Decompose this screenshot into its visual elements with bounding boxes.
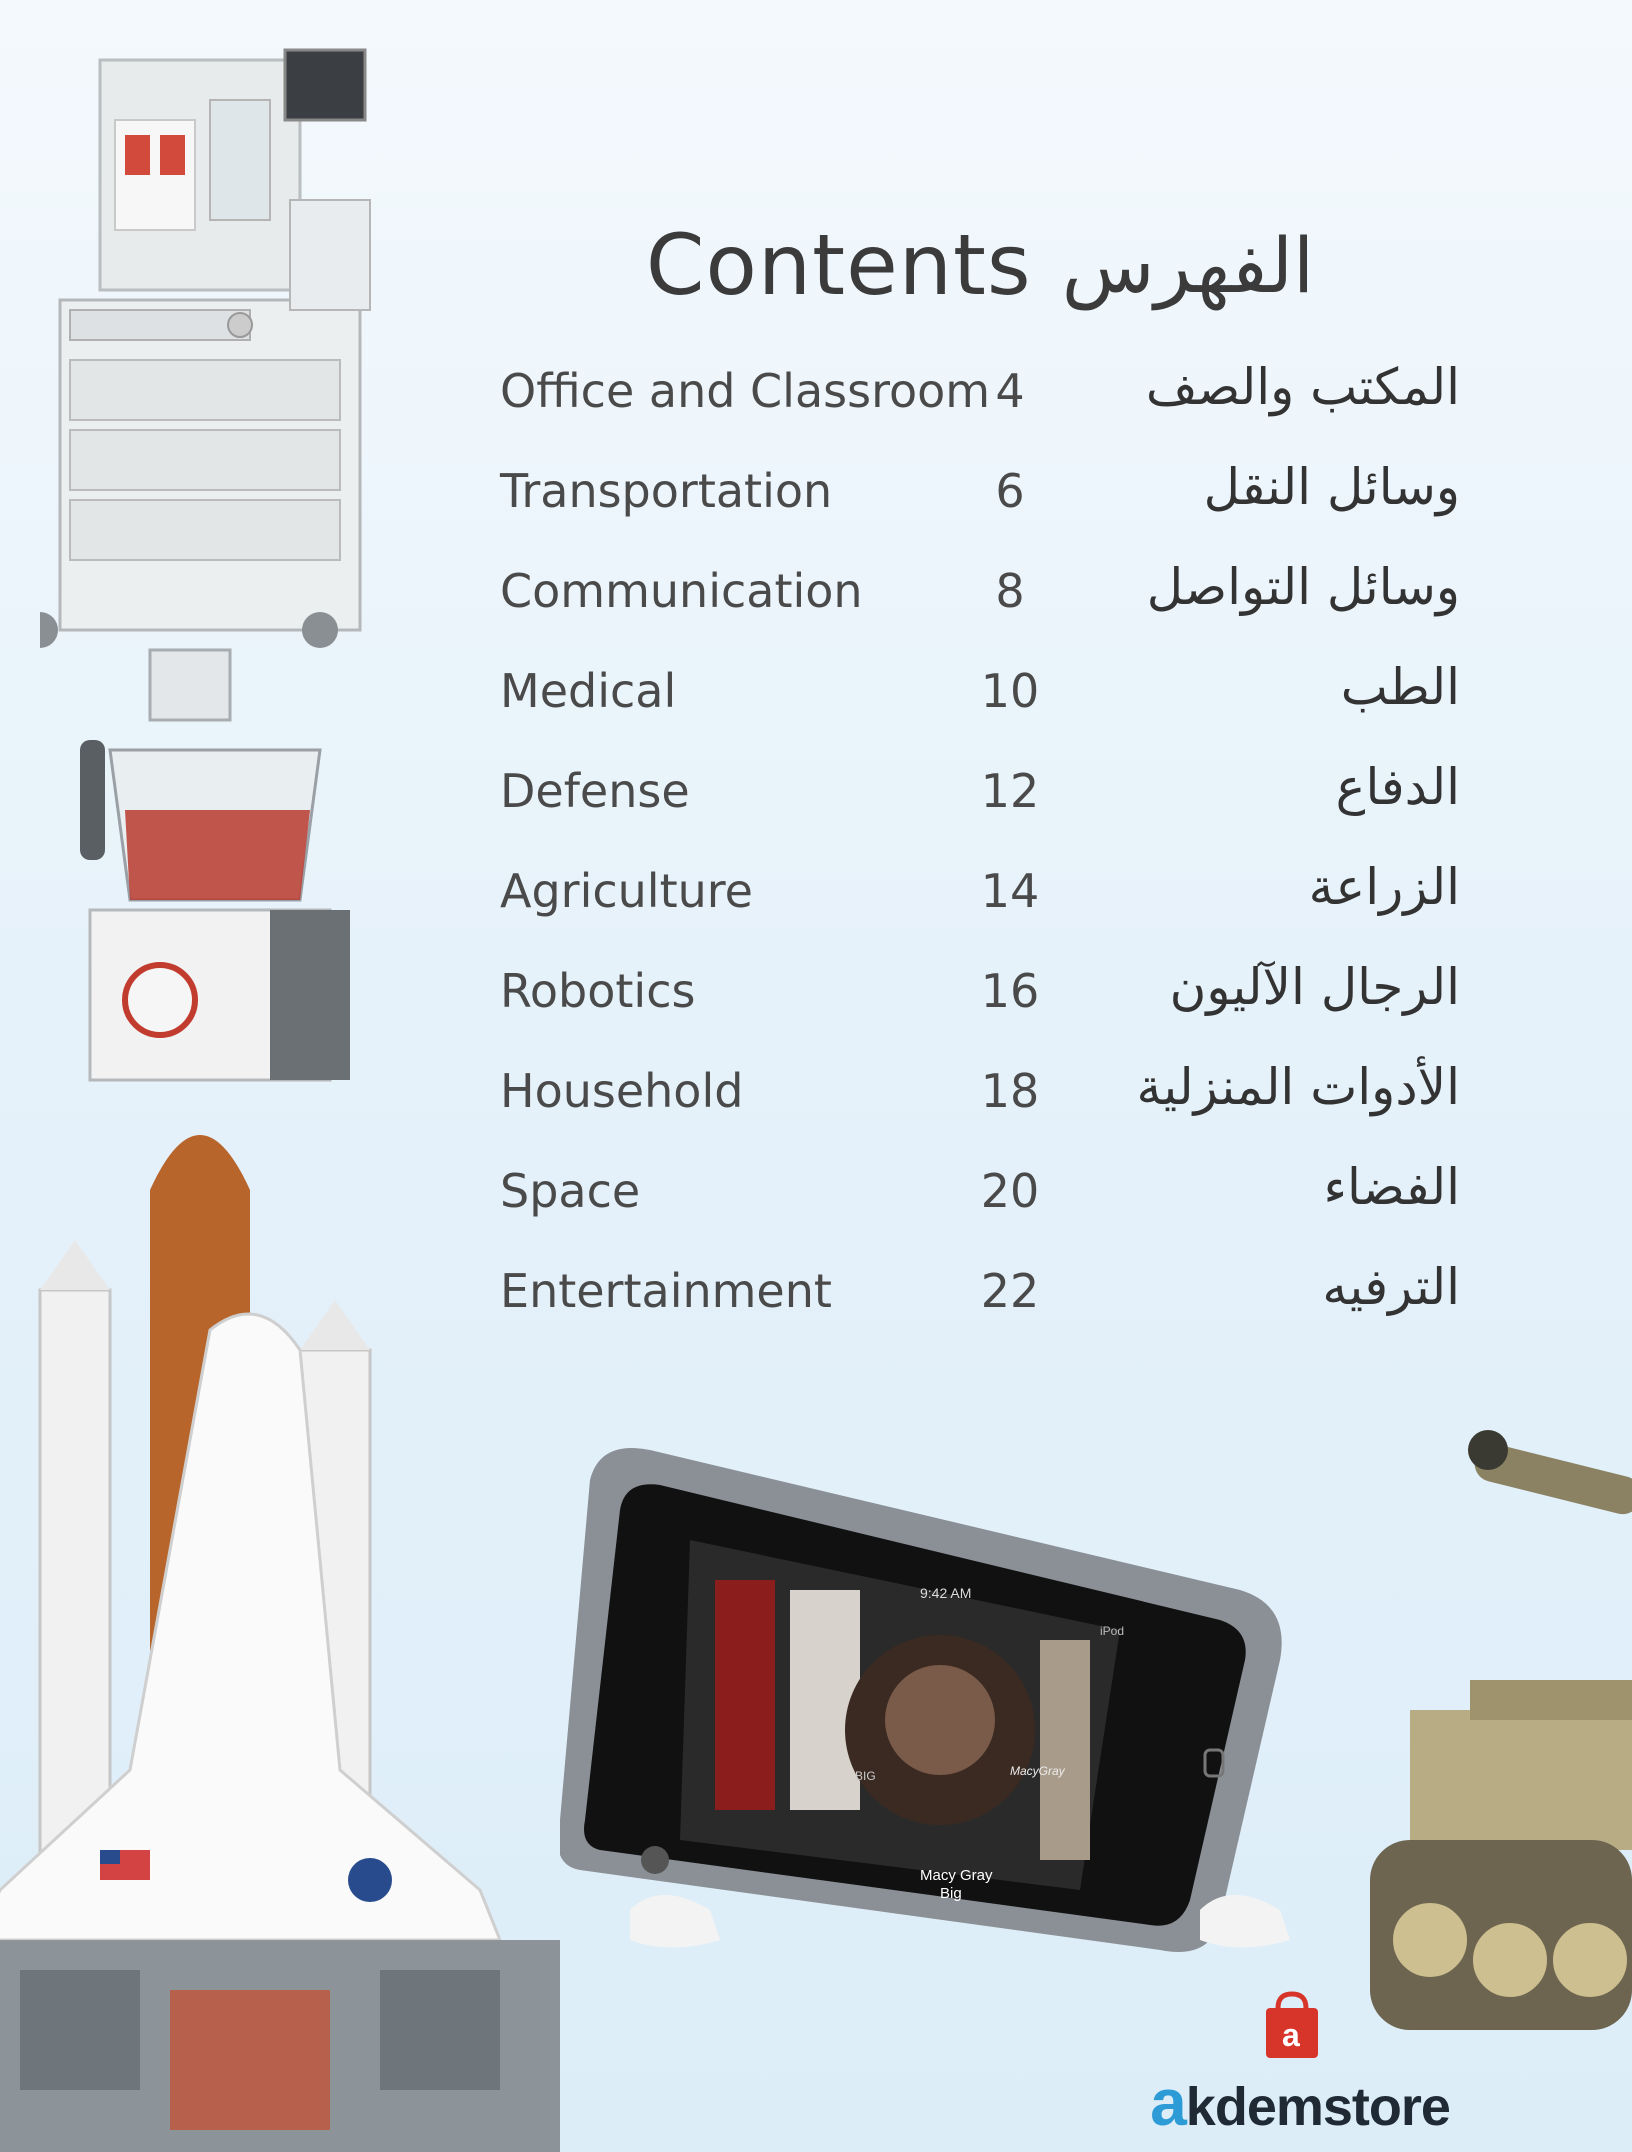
ipod-time-label: 9:42 AM xyxy=(920,1585,972,1601)
toc-row xyxy=(500,450,1460,550)
logo-wordmark-first: a xyxy=(1150,2065,1186,2139)
ipod-side-label: MacyGray xyxy=(1010,1764,1065,1778)
toc-row xyxy=(500,750,1460,850)
table-of-contents xyxy=(500,350,1460,1350)
info-icon xyxy=(641,1846,669,1874)
toc-row xyxy=(500,1150,1460,1250)
toc-entry-en: Household xyxy=(500,1064,744,1118)
toc-row xyxy=(500,950,1460,1050)
toc-row xyxy=(500,650,1460,750)
toc-entry-ar: المكتب والصف xyxy=(1145,358,1460,416)
toc-page-number: 4 xyxy=(995,364,1025,418)
toc-entry-en: Agriculture xyxy=(500,864,753,918)
toc-entry-ar: الترفيه xyxy=(1322,1258,1460,1316)
toc-page-number: 8 xyxy=(995,564,1025,618)
toc-page-number: 10 xyxy=(980,664,1040,718)
toc-entry-ar: الفضاء xyxy=(1323,1158,1460,1216)
akdemstore-logo xyxy=(1140,1990,1460,2140)
toc-entry-en: Office and Classroom xyxy=(500,364,991,418)
toc-page-number: 22 xyxy=(980,1264,1040,1318)
toc-page-number: 20 xyxy=(980,1164,1040,1218)
tank-illustration xyxy=(1370,1410,1632,2050)
title-arabic: الفهرس xyxy=(1061,220,1315,310)
ipod-illustration xyxy=(560,1440,1300,1960)
toc-entry-en: Entertainment xyxy=(500,1264,832,1318)
toc-entry-en: Communication xyxy=(500,564,863,618)
title-english: Contents xyxy=(645,216,1032,314)
toc-row xyxy=(500,1250,1460,1350)
medical-machine-illustration xyxy=(40,40,480,650)
toc-page-number: 16 xyxy=(980,964,1040,1018)
toc-entry-ar: الطب xyxy=(1340,658,1460,716)
toc-entry-en: Robotics xyxy=(500,964,696,1018)
toc-page-number: 18 xyxy=(980,1064,1040,1118)
toc-row xyxy=(500,850,1460,950)
toc-page-number: 14 xyxy=(980,864,1040,918)
toc-row xyxy=(500,550,1460,650)
toc-row xyxy=(500,350,1460,450)
shopping-bag-icon xyxy=(1260,1990,1324,2062)
toc-page-number: 6 xyxy=(995,464,1025,518)
toc-entry-en: Transportation xyxy=(500,464,833,518)
food-processor-illustration xyxy=(70,640,370,1090)
toc-entry-ar: وسائل التواصل xyxy=(1146,558,1460,616)
toc-entry-ar: الدفاع xyxy=(1335,758,1460,816)
ipod-album-caption-title: Big xyxy=(940,1885,962,1902)
toc-entry-ar: الأدوات المنزلية xyxy=(1136,1058,1460,1116)
ipod-album-tag: BIG xyxy=(855,1769,876,1783)
toc-page-number: 12 xyxy=(980,764,1040,818)
logo-badge-letter: a xyxy=(1282,2017,1300,2053)
logo-wordmark xyxy=(1140,2064,1460,2140)
ipod-album-caption-artist: Macy Gray xyxy=(920,1867,993,1884)
toc-entry-ar: الرجال الآليون xyxy=(1169,958,1460,1016)
logo-wordmark-rest: kdemstore xyxy=(1185,2077,1450,2137)
toc-entry-ar: وسائل النقل xyxy=(1203,458,1460,516)
page-title xyxy=(640,210,1320,320)
toc-entry-en: Space xyxy=(500,1164,641,1218)
ipod-device-label: iPod xyxy=(1100,1624,1125,1638)
space-shuttle-illustration xyxy=(0,1090,560,2152)
toc-entry-en: Medical xyxy=(500,664,677,718)
toc-entry-en: Defense xyxy=(500,764,690,818)
toc-entry-ar: الزراعة xyxy=(1308,858,1460,916)
toc-row xyxy=(500,1050,1460,1150)
